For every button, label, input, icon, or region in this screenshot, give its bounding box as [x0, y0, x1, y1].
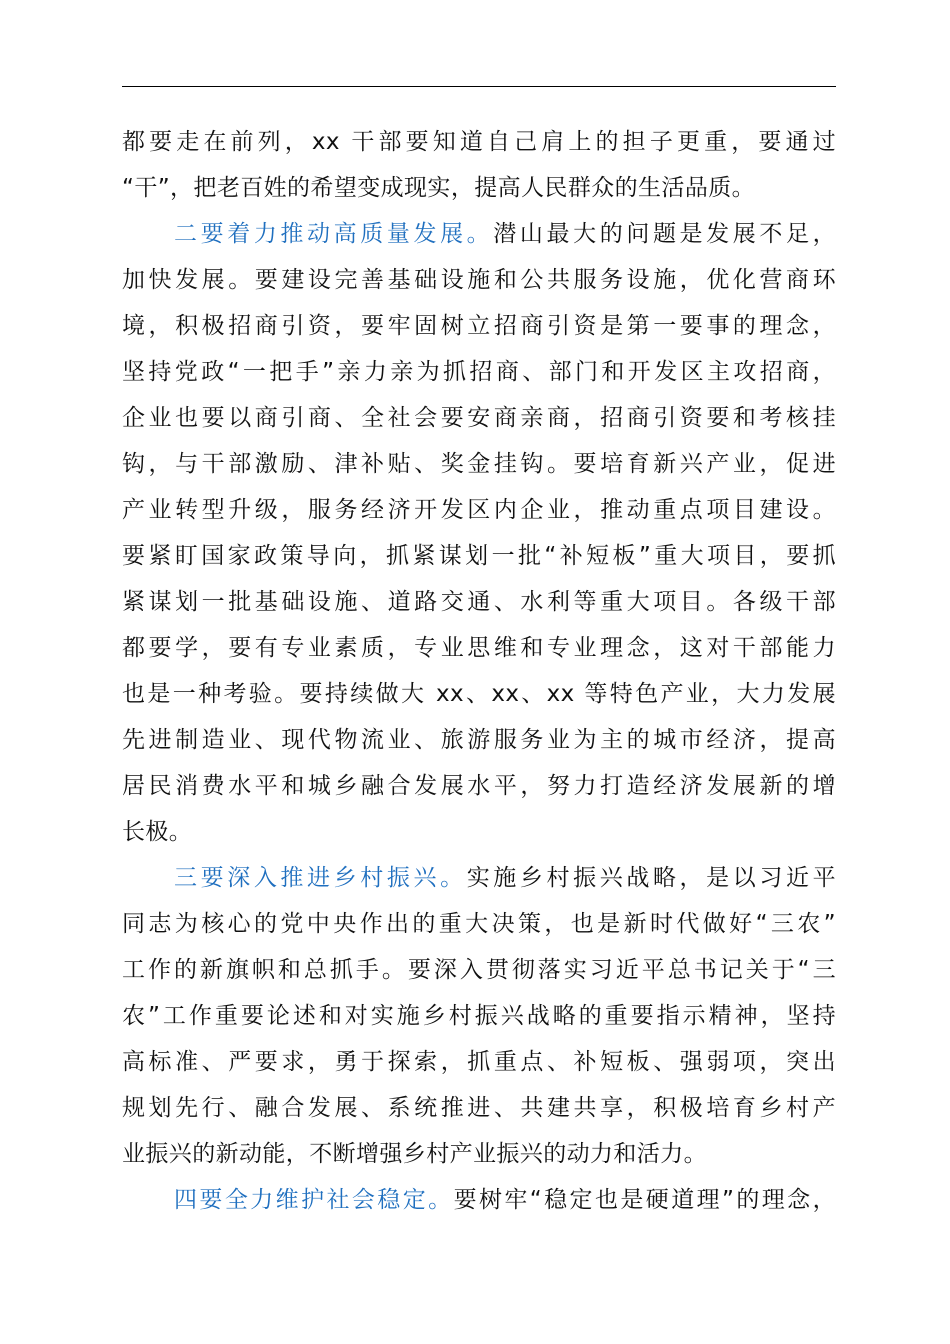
section-heading-2: 二要着力推动高质量发展。 [174, 221, 494, 247]
document-body [122, 119, 836, 1223]
paragraph-line: 都要走在前列，xx 干部要知道自己肩上的担子更重，要通过 [122, 129, 836, 155]
paragraph-line: “干”，把老百姓的希望变成现实，提高人民群众的生活品质。 [122, 175, 756, 201]
paragraph-line: 农”工作重要论述和对实施乡村振兴战略的重要指示精神，坚持 [122, 1003, 836, 1029]
paragraph-line: 坚持党政“一把手”亲力亲为抓招商、部门和开发区主攻招商， [122, 359, 836, 385]
header-rule [122, 86, 836, 87]
paragraph-line: 要紧盯国家政策导向，抓紧谋划一批“补短板”重大项目，要抓 [122, 543, 836, 569]
paragraph-text: 实施乡村振兴战略，是以习近平 [466, 865, 836, 891]
paragraph-first-line [122, 1177, 836, 1223]
paragraph-line: 产业转型升级，服务经济开发区内企业，推动重点项目建设。 [122, 497, 836, 523]
paragraph-line: 业振兴的新动能，不断增强乡村产业振兴的动力和活力。 [122, 1141, 707, 1167]
paragraph-line: 钩，与干部激励、津补贴、奖金挂钩。要培育新兴产业，促进 [122, 451, 836, 477]
paragraph-line: 都要学，要有专业素质，专业思维和专业理念，这对干部能力 [122, 635, 836, 661]
paragraph-line: 同志为核心的党中央作出的重大决策，也是新时代做好“三农” [122, 911, 836, 937]
paragraph-line: 工作的新旗帜和总抓手。要深入贯彻落实习近平总书记关于“三 [122, 957, 836, 983]
section-heading-3: 三要深入推进乡村振兴。 [174, 865, 467, 891]
section-heading-4: 四要全力维护社会稳定。 [174, 1187, 454, 1213]
paragraph-text: 要树牢“稳定也是硬道理”的理念， [453, 1187, 837, 1213]
paragraph-line: 长极。 [122, 819, 193, 845]
paragraph-1 [122, 119, 836, 211]
paragraph-line: 规划先行、融合发展、系统推进、共建共享，积极培育乡村产 [122, 1095, 836, 1121]
paragraph-line: 高标准、严要求，勇于探索，抓重点、补短板、强弱项，突出 [122, 1049, 836, 1075]
paragraph-line: 先进制造业、现代物流业、旅游服务业为主的城市经济，提高 [122, 727, 836, 753]
paragraph-first-line [122, 855, 836, 901]
paragraph-4 [122, 1177, 836, 1223]
paragraph-line: 居民消费水平和城乡融合发展水平，努力打造经济发展新的增 [122, 773, 836, 799]
paragraph-text: 潜山最大的问题是发展不足， [493, 221, 836, 247]
paragraph-line: 境，积极招商引资，要牢固树立招商引资是第一要事的理念， [122, 313, 836, 339]
paragraph-first-line [122, 211, 836, 257]
paragraph-line: 也是一种考验。要持续做大 xx、xx、xx 等特色产业，大力发展 [122, 681, 836, 707]
paragraph-line: 加快发展。要建设完善基础设施和公共服务设施，优化营商环 [122, 267, 836, 293]
paragraph-2 [122, 211, 836, 855]
paragraph-line: 企业也要以商引商、全社会要安商亲商，招商引资要和考核挂 [122, 405, 836, 431]
paragraph-line: 紧谋划一批基础设施、道路交通、水利等重大项目。各级干部 [122, 589, 836, 615]
paragraph-3 [122, 855, 836, 1177]
